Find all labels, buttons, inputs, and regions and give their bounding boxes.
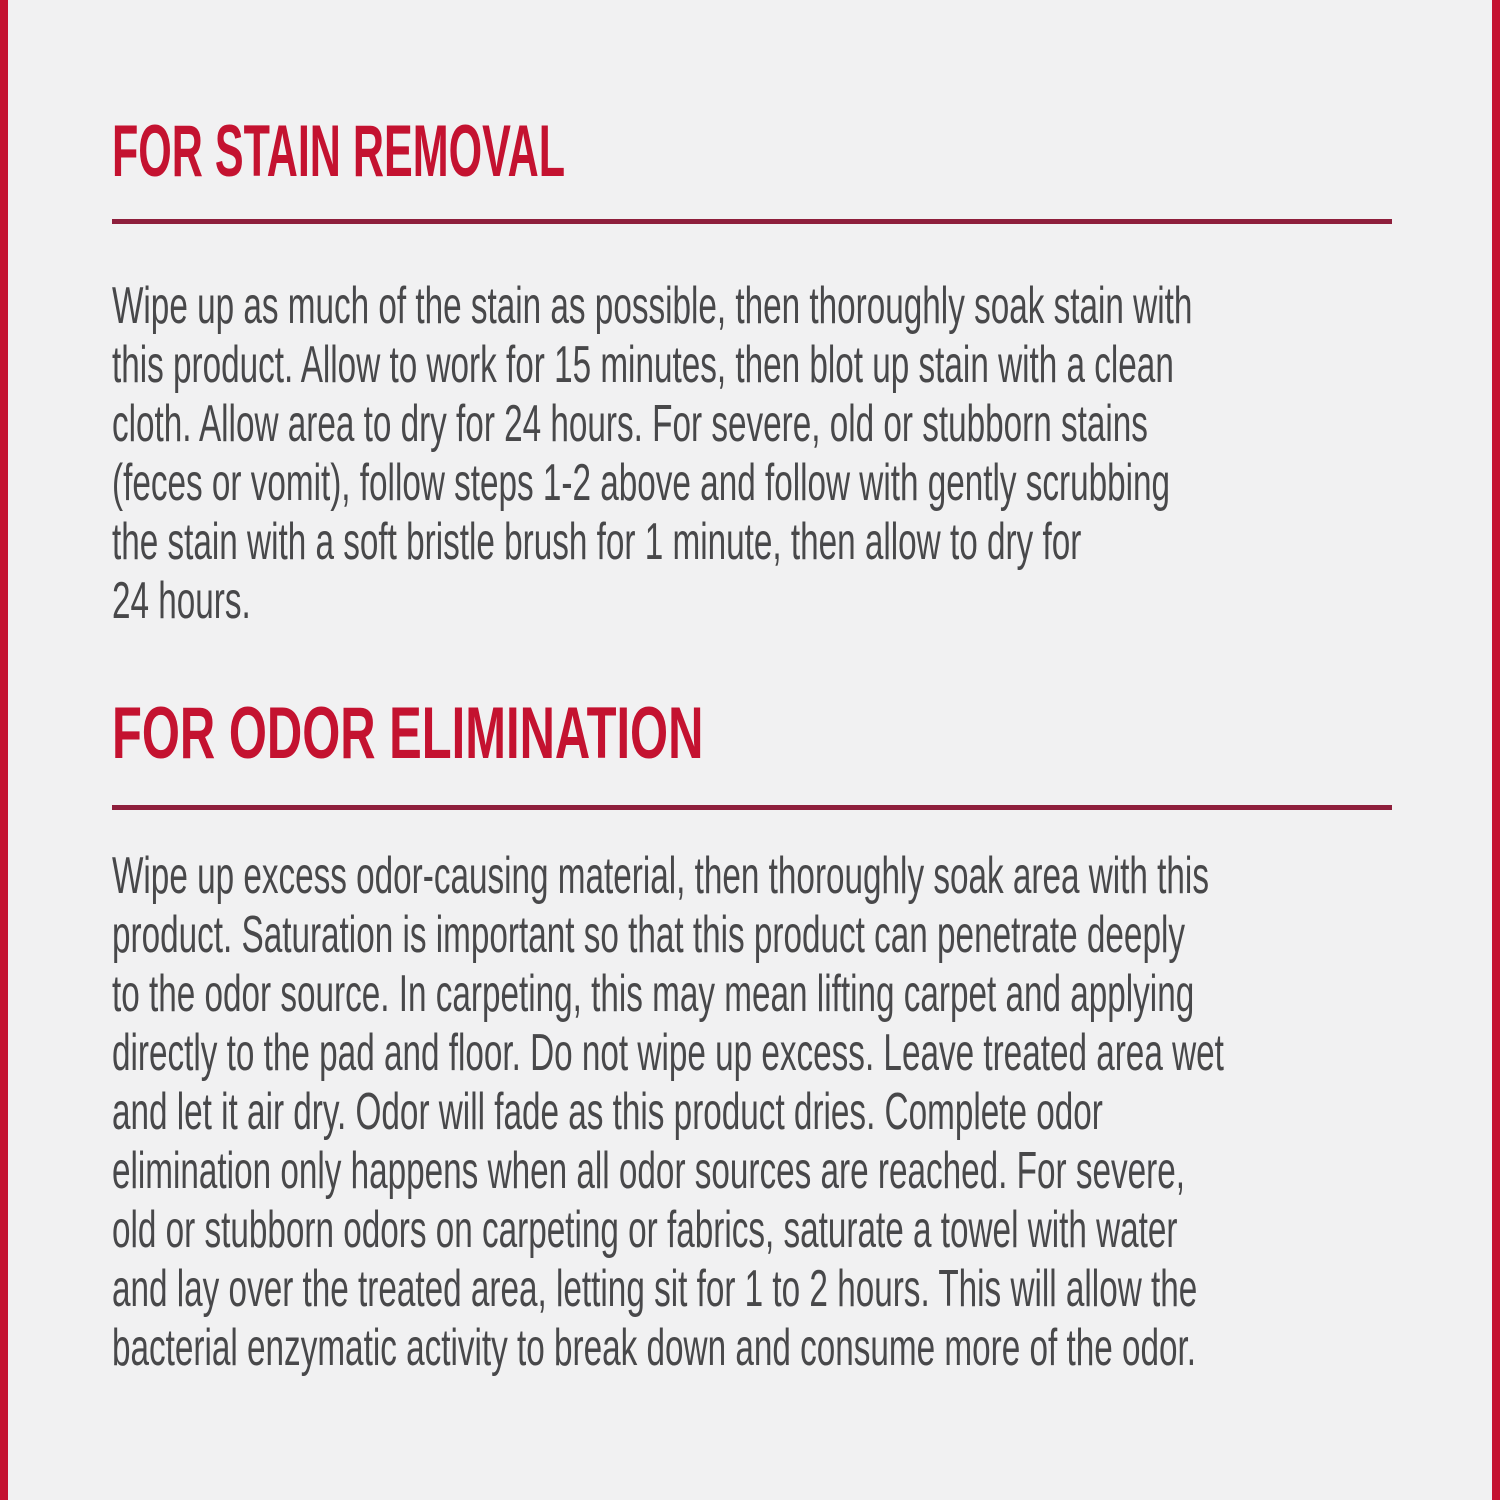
odor-elimination-heading-text: FOR ODOR ELIMINATION: [112, 693, 704, 774]
right-red-border: [1492, 0, 1500, 1500]
odor-elimination-heading-rule: [112, 805, 1392, 810]
body-text-line: the stain with a soft bristle brush for 1 minute, then allow to dry for: [112, 513, 1082, 571]
body-text-line: 24 hours.: [112, 572, 251, 630]
stain-removal-heading: [112, 111, 880, 192]
odor-elimination-heading: [112, 693, 995, 774]
body-text-line: to the odor source. In carpeting, this may mean lifting carpet and applying: [112, 965, 1195, 1023]
body-text-line: bacterial enzymatic activity to break down and consume more of the odor.: [112, 1319, 1197, 1377]
body-text-line: directly to the pad and floor. Do not wipe up excess. Leave treated area wet: [112, 1024, 1224, 1082]
body-text-line: this product. Allow to work for 15 minutes, then blot up stain with a clean: [112, 336, 1174, 394]
body-text-line: Wipe up as much of the stain as possible, then thoroughly soak stain with: [112, 277, 1193, 335]
body-text-line: Wipe up excess odor-causing material, then thoroughly soak area with this: [112, 847, 1209, 905]
body-text-line: and let it air dry. Odor will fade as this product dries. Complete odor: [112, 1083, 1103, 1141]
body-text-line: (feces or vomit), follow steps 1-2 above and follow with gently scrubbing: [112, 454, 1171, 512]
stain-removal-instructions: [112, 277, 1192, 631]
odor-elimination-instructions: [112, 847, 1224, 1378]
body-text-line: elimination only happens when all odor sources are reached. For severe,: [112, 1142, 1185, 1200]
left-red-border: [0, 0, 8, 1500]
body-text-line: product. Saturation is important so that this product can penetrate deeply: [112, 906, 1185, 964]
body-text-line: and lay over the treated area, letting sit for 1 to 2 hours. This will allow the: [112, 1260, 1198, 1318]
body-text-line: cloth. Allow area to dry for 24 hours. For severe, old or stubborn stains: [112, 395, 1148, 453]
body-text-line: old or stubborn odors on carpeting or fabrics, saturate a towel with water: [112, 1201, 1178, 1259]
stain-removal-heading-rule: [112, 219, 1392, 224]
stain-removal-heading-text: FOR STAIN REMOVAL: [112, 111, 566, 192]
